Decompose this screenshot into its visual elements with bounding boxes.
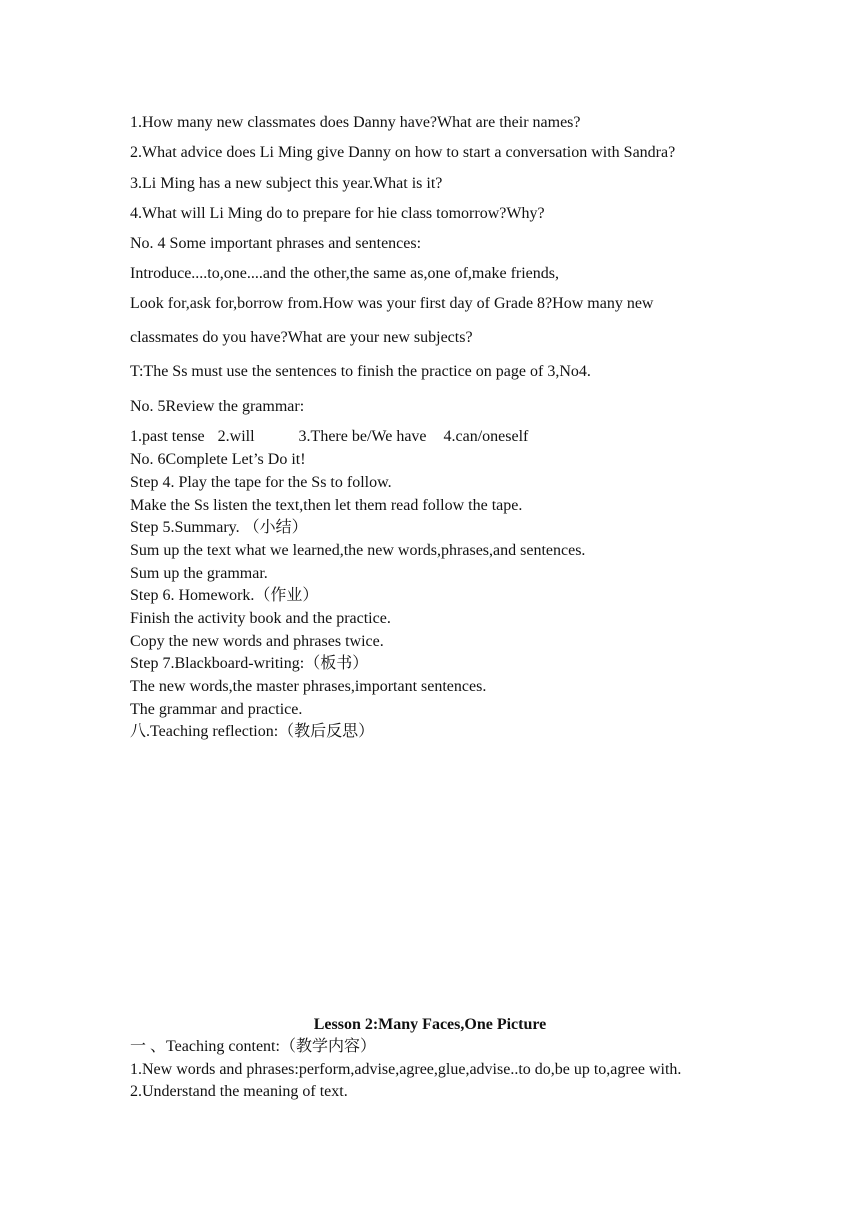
lesson-2-line: 1.New words and phrases:perform,advise,agree,glue,advise..to do,be up to,agree with. xyxy=(130,1061,682,1078)
step-line: Step 7.Blackboard-writing:（板书） xyxy=(130,655,369,672)
lesson-2-title: Lesson 2:Many Faces,One Picture xyxy=(313,1016,547,1033)
step-line: Make the Ss listen the text,then let them read follow the tape. xyxy=(130,497,523,514)
step-line: Step 6. Homework.（作业） xyxy=(130,587,319,604)
phrases-heading: No. 4 Some important phrases and sentences: xyxy=(130,235,422,252)
grammar-item-3: 3.There be/We have xyxy=(298,428,427,445)
step-line: Step 5.Summary. （小结） xyxy=(130,519,308,536)
step-line: The grammar and practice. xyxy=(130,701,303,718)
question-2: 2.What advice does Li Ming give Danny on how to start a conversation with Sandra? xyxy=(130,144,676,161)
teacher-note: T:The Ss must use the sentences to finish the practice on page of 3,No4. xyxy=(130,363,591,380)
grammar-items xyxy=(130,427,528,447)
lesson-2-line: 一 、Teaching content:（教学内容） xyxy=(130,1038,376,1055)
step-line: Finish the activity book and the practice. xyxy=(130,610,391,627)
phrases-line-3: classmates do you have?What are your new subjects? xyxy=(130,329,473,346)
step-line: Copy the new words and phrases twice. xyxy=(130,633,384,650)
lesson-2-line: 2.Understand the meaning of text. xyxy=(130,1083,348,1100)
phrases-line-1: Introduce....to,one....and the other,the same as,one of,make friends, xyxy=(130,265,559,282)
grammar-item-2: 2.will xyxy=(217,428,255,445)
question-1: 1.How many new classmates does Danny have?What are their names? xyxy=(130,114,581,131)
step-line: Step 4. Play the tape for the Ss to follow. xyxy=(130,474,392,491)
grammar-item-1: 1.past tense xyxy=(130,428,205,445)
step-line: Sum up the text what we learned,the new words,phrases,and sentences. xyxy=(130,542,586,559)
phrases-line-2: Look for,ask for,borrow from.How was your first day of Grade 8?How many new xyxy=(130,295,654,312)
step-line: 八.Teaching reflection:（教后反思） xyxy=(130,723,375,740)
step-line: The new words,the master phrases,important sentences. xyxy=(130,678,487,695)
grammar-heading: No. 5Review the grammar: xyxy=(130,398,305,415)
grammar-item-4: 4.can/oneself xyxy=(443,428,529,445)
step-line: Sum up the grammar. xyxy=(130,565,268,582)
step-line: No. 6Complete Let’s Do it! xyxy=(130,451,306,468)
question-4: 4.What will Li Ming do to prepare for hie class tomorrow?Why? xyxy=(130,205,545,222)
question-3: 3.Li Ming has a new subject this year.What is it? xyxy=(130,175,443,192)
